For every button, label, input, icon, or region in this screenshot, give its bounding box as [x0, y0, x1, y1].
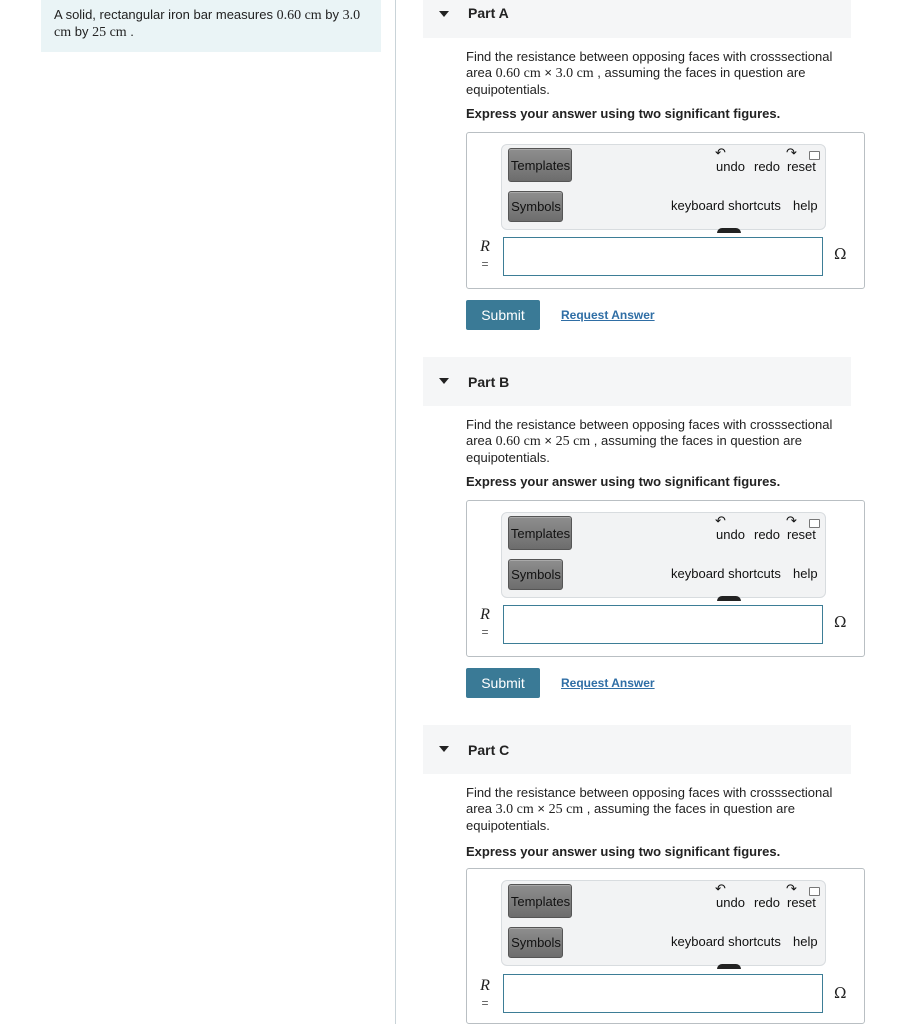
area-value-1: 0.60 cm [495, 434, 541, 449]
reset-button[interactable]: reset [787, 527, 816, 542]
area-value-1: 3.0 cm [495, 802, 534, 817]
request-answer-link[interactable]: Request Answer [561, 676, 655, 690]
symbols-button[interactable]: Symbols [508, 559, 563, 590]
problem-text-pre: A solid, rectangular iron bar measures [54, 7, 277, 22]
answer-equals: = [481, 625, 489, 639]
help-link[interactable]: help [793, 934, 818, 949]
keyboard-shortcuts-link[interactable]: keyboard shortcuts [671, 934, 781, 949]
part-b-question [466, 417, 858, 466]
toolbar-tab [717, 596, 741, 601]
request-answer-link[interactable]: Request Answer [561, 308, 655, 322]
unit-ohm: Ω [834, 613, 847, 631]
redo-button[interactable]: redo [754, 159, 781, 174]
column-divider [395, 0, 396, 1024]
part-c-title: Part C [468, 742, 510, 758]
unit-ohm: Ω [834, 245, 847, 263]
question-text-end: , assuming the faces in question are equipotentials. [466, 433, 802, 465]
templates-button[interactable]: Templates [508, 148, 572, 182]
times-sign: × [540, 65, 556, 80]
part-c-instruction: Express your answer using two significant figures. [466, 844, 781, 859]
part-b-answer-box [466, 500, 865, 657]
answer-variable: R [480, 238, 490, 255]
redo-icon[interactable]: ↷ [786, 513, 797, 528]
undo-button[interactable]: undo [716, 895, 745, 910]
undo-icon[interactable]: ↶ [715, 513, 726, 528]
part-c-header[interactable] [423, 725, 851, 774]
submit-button[interactable]: Submit [466, 300, 540, 330]
reset-button[interactable]: reset [787, 159, 816, 174]
undo-button[interactable]: undo [716, 159, 745, 174]
toolbar-tab [717, 228, 741, 233]
caret-down-icon[interactable] [439, 378, 449, 384]
undo-button[interactable]: undo [716, 527, 745, 542]
templates-button[interactable]: Templates [508, 884, 572, 918]
problem-by1: by [321, 7, 343, 22]
help-link[interactable]: help [793, 566, 818, 581]
area-value-2: 3.0 cm [555, 66, 594, 81]
part-a-header[interactable] [423, 0, 851, 38]
question-text-end: , assuming the faces in question are equipotentials. [466, 65, 806, 97]
part-c-question [466, 785, 858, 834]
part-a-question [466, 49, 858, 98]
keyboard-shortcuts-link[interactable]: keyboard shortcuts [671, 566, 781, 581]
question-text-end: , assuming the faces in question are equipotentials. [466, 801, 795, 833]
part-b-instruction: Express your answer using two significant figures. [466, 474, 781, 489]
problem-by2: by [71, 24, 93, 39]
math-toolbar [501, 512, 826, 598]
question-text: Find the resistance between opposing faces with crosssectional area [466, 417, 833, 448]
answer-input[interactable] [503, 605, 823, 644]
redo-icon[interactable]: ↷ [786, 881, 797, 896]
reset-button[interactable]: reset [787, 895, 816, 910]
answer-input[interactable] [503, 237, 823, 276]
undo-icon[interactable]: ↶ [715, 145, 726, 160]
answer-variable: R [480, 606, 490, 623]
redo-icon[interactable]: ↷ [786, 145, 797, 160]
part-b-title: Part B [468, 374, 510, 390]
area-value-2: 25 cm [548, 802, 584, 817]
caret-down-icon[interactable] [439, 11, 449, 17]
answer-variable: R [480, 977, 490, 994]
caret-down-icon[interactable] [439, 746, 449, 752]
times-sign: × [540, 433, 556, 448]
part-a-instruction: Express your answer using two significant figures. [466, 106, 781, 121]
area-value-2: 25 cm [555, 434, 591, 449]
area-value-1: 0.60 cm [495, 66, 541, 81]
part-a-answer-box [466, 132, 865, 289]
redo-button[interactable]: redo [754, 527, 781, 542]
times-sign: × [533, 801, 549, 816]
problem-dim1: 0.60 cm [276, 8, 322, 23]
help-link[interactable]: help [793, 198, 818, 213]
part-a-title: Part A [468, 5, 509, 21]
redo-button[interactable]: redo [754, 895, 781, 910]
unit-ohm: Ω [834, 984, 847, 1002]
answer-input[interactable] [503, 974, 823, 1013]
toolbar-tab [717, 964, 741, 969]
symbols-button[interactable]: Symbols [508, 191, 563, 222]
part-c-answer-box [466, 868, 865, 1024]
answer-equals: = [481, 996, 489, 1010]
templates-button[interactable]: Templates [508, 516, 572, 550]
problem-text-end: . [126, 24, 134, 39]
question-text: Find the resistance between opposing faces with crosssectional area [466, 49, 833, 80]
part-b-header[interactable] [423, 357, 851, 406]
problem-dim2: 3.0 cm [54, 8, 361, 40]
math-toolbar [501, 880, 826, 966]
problem-statement [41, 0, 381, 52]
keyboard-shortcuts-link[interactable]: keyboard shortcuts [671, 198, 781, 213]
math-toolbar [501, 144, 826, 230]
submit-button[interactable]: Submit [466, 668, 540, 698]
problem-dim3: 25 cm [92, 25, 127, 40]
question-text: Find the resistance between opposing faces with crosssectional area [466, 785, 833, 816]
undo-icon[interactable]: ↶ [715, 881, 726, 896]
answer-equals: = [481, 257, 489, 271]
symbols-button[interactable]: Symbols [508, 927, 563, 958]
